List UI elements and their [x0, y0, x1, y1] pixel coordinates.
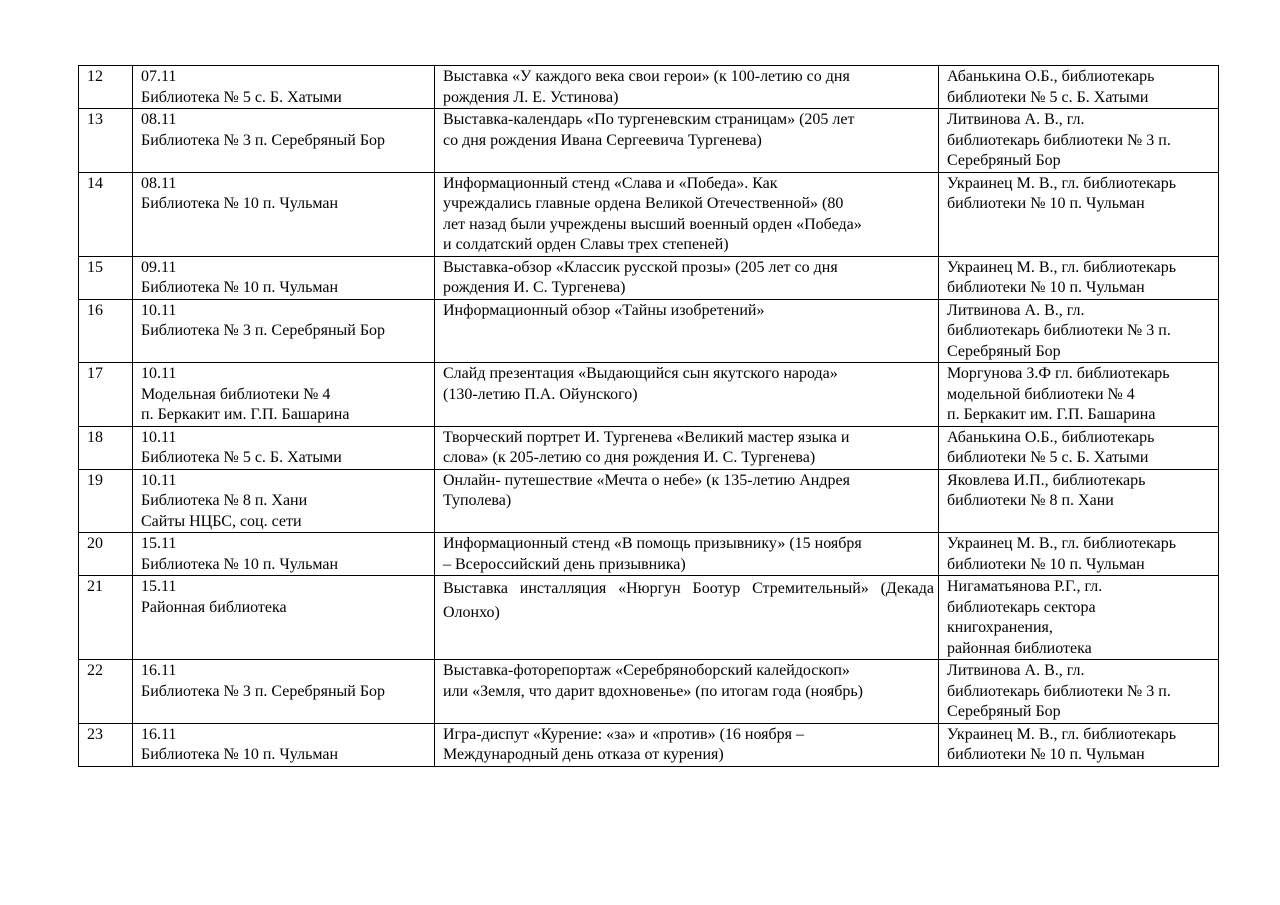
event-text-line: рождения И. С. Тургенева) [443, 279, 626, 296]
event-date: 10.11 [141, 365, 177, 382]
responsible-line: Литвинова А. В., гл. [947, 301, 1085, 319]
responsible-cell [939, 660, 1219, 724]
event-date: 07.11 [141, 68, 177, 85]
event-text-line: Международный день отказа от курения) [443, 746, 724, 763]
responsible-line: Серебряный Бор [947, 703, 1061, 720]
date-place-cell [133, 426, 435, 469]
table-row [79, 576, 1219, 660]
responsible-line: библиотекарь библиотеки № 3 п. [947, 131, 1171, 149]
table-row [79, 723, 1219, 766]
event-cell [435, 299, 939, 363]
table-row [79, 109, 1219, 173]
event-cell [435, 256, 939, 299]
table-row [79, 533, 1219, 576]
responsible-line: модельной библиотеки № 4 [947, 385, 1135, 403]
row-number: 20 [79, 533, 133, 576]
responsible-line: Серебряный Бор [947, 152, 1061, 169]
table-row [79, 426, 1219, 469]
event-text-line: Игра-диспут «Курение: «за» и «против» (16 ноября – [443, 725, 805, 743]
date-place-cell [133, 363, 435, 427]
responsible-line: библиотеки № 10 п. Чульман [947, 555, 1145, 573]
event-place: п. Беркакит им. Г.П. Башарина [141, 406, 350, 423]
event-text-line: Выставка-календарь «По тургеневским страницам» (205 лет [443, 111, 855, 128]
row-number: 14 [79, 172, 133, 256]
event-cell [435, 723, 939, 766]
responsible-line: библиотеки № 5 с. Б. Хатыми [947, 449, 1149, 466]
event-place: Библиотека № 3 п. Серебряный Бор [141, 322, 386, 339]
table-row [79, 660, 1219, 724]
responsible-line: библиотеки № 10 п. Чульман [947, 279, 1145, 296]
event-place: Библиотека № 5 с. Б. Хатыми [141, 449, 342, 466]
responsible-line: Нигаматьянова Р.Г., гл. [947, 578, 1103, 595]
responsible-line: библиотеки № 5 с. Б. Хатыми [947, 88, 1149, 106]
event-date: 15.11 [141, 578, 177, 595]
responsible-cell [939, 363, 1219, 427]
responsible-line: библиотеки № 10 п. Чульман [947, 746, 1145, 763]
row-number: 15 [79, 256, 133, 299]
event-text-line: рождения Л. Е. Устинова) [443, 88, 619, 106]
event-cell [435, 109, 939, 173]
event-place: Модельная библиотеки № 4 [141, 385, 331, 403]
event-place: Библиотека № 5 с. Б. Хатыми [141, 88, 342, 106]
responsible-line: Украинец М. В., гл. библиотекарь [947, 535, 1177, 552]
event-cell [435, 660, 939, 724]
responsible-line: Яковлева И.П., библиотекарь [947, 471, 1146, 489]
table-row [79, 363, 1219, 427]
responsible-cell [939, 576, 1219, 660]
event-cell [435, 363, 939, 427]
event-text-line: Выставка-обзор «Классик русской прозы» (205 лет со дня [443, 258, 838, 276]
table-row [79, 469, 1219, 533]
event-text-line: или «Земля, что дарит вдохновенье» (по итогам года (ноябрь) [443, 682, 863, 700]
event-text-line: Творческий портрет И. Тургенева «Великий мастер языка и [443, 428, 850, 446]
row-number: 16 [79, 299, 133, 363]
row-number: 21 [79, 576, 133, 660]
event-text-line: Слайд презентация «Выдающийся сын якутского народа» [443, 365, 838, 382]
responsible-line: библиотеки № 10 п. Чульман [947, 195, 1145, 212]
responsible-line: библиотекарь библиотеки № 3 п. [947, 322, 1171, 339]
row-number: 22 [79, 660, 133, 724]
event-cell [435, 66, 939, 109]
event-date: 16.11 [141, 662, 177, 679]
responsible-cell [939, 469, 1219, 533]
responsible-line: книгохранения, [947, 619, 1053, 636]
responsible-line: Абанькина О.Б., библиотекарь [947, 68, 1155, 85]
date-place-cell [133, 533, 435, 576]
event-date: 10.11 [141, 471, 177, 489]
event-text-line: Туполева) [443, 492, 512, 509]
event-text-line: Информационный обзор «Тайны изобретений» [443, 301, 765, 319]
responsible-cell [939, 533, 1219, 576]
event-date: 10.11 [141, 301, 177, 319]
event-text-line: учреждались главные ордена Великой Отечественной» (80 [443, 195, 844, 212]
event-place: Библиотека № 10 п. Чульман [141, 555, 339, 573]
event-place: Районная библиотека [141, 598, 287, 616]
row-number: 23 [79, 723, 133, 766]
responsible-cell [939, 299, 1219, 363]
table-row [79, 172, 1219, 256]
date-place-cell [133, 469, 435, 533]
date-place-cell [133, 172, 435, 256]
responsible-cell [939, 256, 1219, 299]
event-date: 08.11 [141, 174, 177, 192]
responsible-line: п. Беркакит им. Г.П. Башарина [947, 406, 1156, 423]
responsible-line: Литвинова А. В., гл. [947, 662, 1085, 679]
row-number: 12 [79, 66, 133, 109]
event-text-line: лет назад были учреждены высший военный орден «Победа» [443, 215, 862, 233]
events-table [78, 65, 1219, 767]
event-text-line: и солдатский орден Славы трех степеней) [443, 236, 729, 253]
event-text-line: Выставка «У каждого века свои герои» (к 100-летию со дня [443, 68, 850, 85]
event-date: 16.11 [141, 725, 177, 743]
date-place-cell [133, 660, 435, 724]
date-place-cell [133, 109, 435, 173]
responsible-line: библиотекарь сектора [947, 598, 1096, 616]
table-row [79, 299, 1219, 363]
responsible-line: библиотеки № 8 п. Хани [947, 492, 1114, 509]
event-date: 15.11 [141, 535, 177, 552]
responsible-line: Серебряный Бор [947, 342, 1061, 360]
event-text-line: Выставка-фоторепортаж «Серебряноборский калейдоскоп» [443, 662, 850, 679]
responsible-line: Украинец М. В., гл. библиотекарь [947, 725, 1177, 743]
event-text-line: Информационный стенд «Слава и «Победа». Как [443, 174, 778, 192]
date-place-cell [133, 66, 435, 109]
event-date: 10.11 [141, 428, 177, 446]
event-date: 08.11 [141, 111, 177, 128]
event-cell [435, 426, 939, 469]
event-text-line: со дня рождения Ивана Сергеевича Тургенева) [443, 131, 762, 149]
date-place-cell [133, 576, 435, 660]
table-row [79, 256, 1219, 299]
responsible-line: Украинец М. В., гл. библиотекарь [947, 174, 1177, 192]
responsible-cell [939, 172, 1219, 256]
event-text-line: Онлайн- путешествие «Мечта о небе» (к 135-летию Андрея [443, 471, 850, 489]
event-cell [435, 576, 939, 660]
event-text-line: – Всероссийский день призывника) [443, 555, 686, 573]
date-place-cell [133, 299, 435, 363]
date-place-cell [133, 256, 435, 299]
date-place-cell [133, 723, 435, 766]
responsible-line: Моргунова З.Ф гл. библиотекарь [947, 365, 1170, 382]
event-cell [435, 469, 939, 533]
event-text-line: (130-летию П.А. Ойунского) [443, 385, 638, 403]
table-row [79, 66, 1219, 109]
event-text-line: слова» (к 205-летию со дня рождения И. С. Тургенева) [443, 449, 816, 466]
event-place: Сайты НЦБС, соц. сети [141, 512, 302, 530]
event-text-line: Информационный стенд «В помощь призывнику» (15 ноября [443, 535, 862, 552]
event-cell [435, 533, 939, 576]
event-place: Библиотека № 3 п. Серебряный Бор [141, 131, 386, 149]
responsible-cell [939, 66, 1219, 109]
event-place: Библиотека № 8 п. Хани [141, 492, 308, 509]
row-number: 13 [79, 109, 133, 173]
row-number: 17 [79, 363, 133, 427]
event-date: 09.11 [141, 258, 177, 276]
responsible-line: Абанькина О.Б., библиотекарь [947, 428, 1155, 446]
event-place: Библиотека № 3 п. Серебряный Бор [141, 682, 386, 700]
row-number: 18 [79, 426, 133, 469]
responsible-line: библиотекарь библиотеки № 3 п. [947, 682, 1171, 700]
responsible-cell [939, 723, 1219, 766]
event-text: Выставка инсталляция «Нюргун Боотур Стремительный» (Декада Олонхо) [443, 580, 934, 621]
event-place: Библиотека № 10 п. Чульман [141, 279, 339, 296]
responsible-cell [939, 109, 1219, 173]
event-cell [435, 172, 939, 256]
responsible-cell [939, 426, 1219, 469]
responsible-line: районная библиотека [947, 639, 1092, 657]
row-number: 19 [79, 469, 133, 533]
responsible-line: Литвинова А. В., гл. [947, 111, 1085, 128]
responsible-line: Украинец М. В., гл. библиотекарь [947, 258, 1177, 276]
event-place: Библиотека № 10 п. Чульман [141, 746, 339, 763]
event-place: Библиотека № 10 п. Чульман [141, 195, 339, 212]
